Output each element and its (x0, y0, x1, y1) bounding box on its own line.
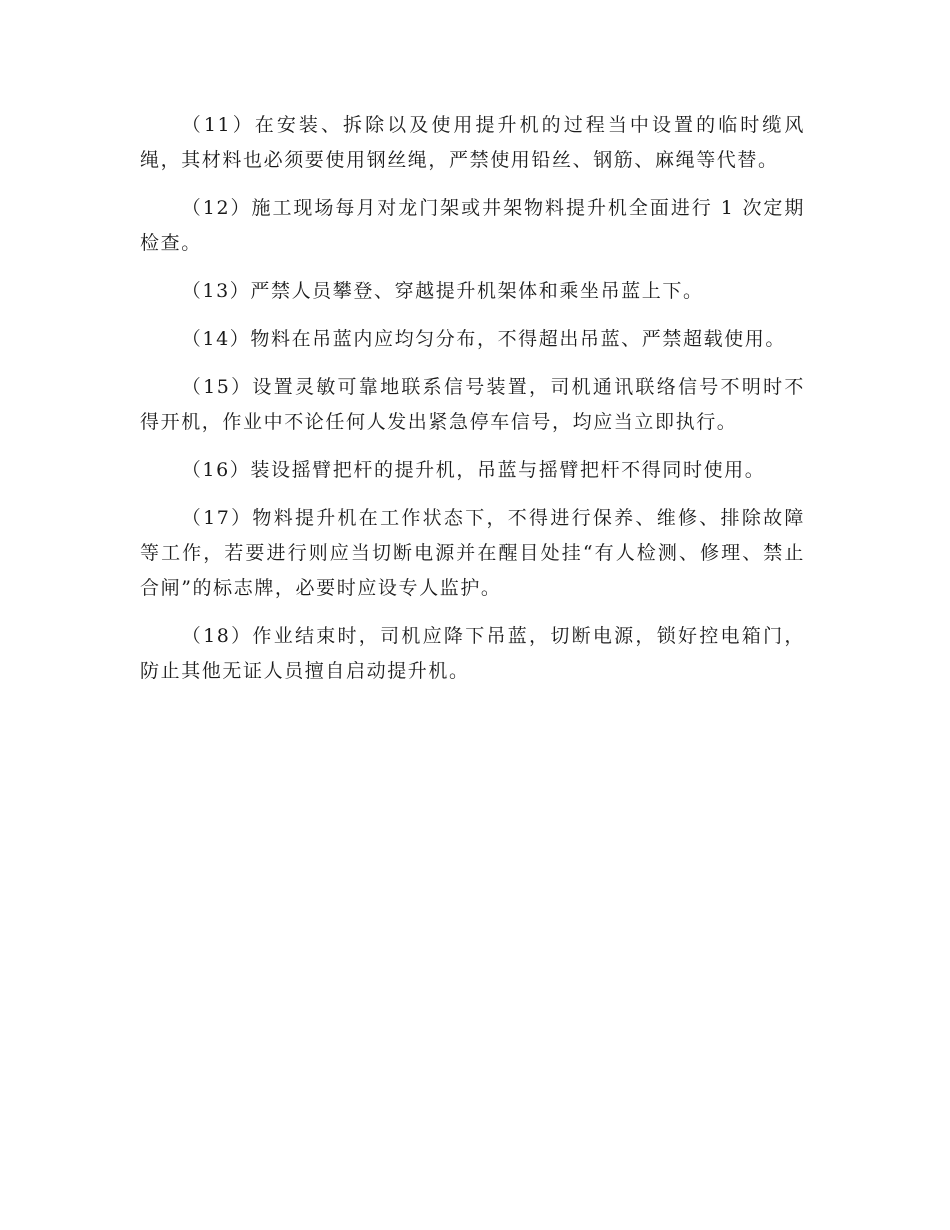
paragraph-17: （17）物料提升机在工作状态下，不得进行保养、维修、排除故障等工作，若要进行则应当切断电源并在醒目处挂“有人检测、修理、禁止合闸”的标志牌，必要时应设专人监护。 (140, 507, 805, 599)
paragraph-16: （16）装设摇臂把杆的提升机，吊蓝与摇臂把杆不得同时使用。 (181, 459, 766, 481)
paragraph-15: （15）设置灵敏可靠地联系信号装置，司机通讯联络信号不明时不得开机，作业中不论任何人发出紧急停车信号，均应当立即执行。 (140, 376, 805, 433)
paragraph-14: （14）物料在吊蓝内应均匀分布，不得超出吊蓝、严禁超载使用。 (181, 328, 786, 350)
paragraph-13: （13）严禁人员攀登、穿越提升机架体和乘坐吊蓝上下。 (181, 280, 704, 302)
paragraph-18: （18）作业结束时，司机应降下吊蓝，切断电源，锁好控电箱门，防止其他无证人员擅自启动提升机。 (140, 625, 805, 682)
paragraph-11: （11）在安装、拆除以及使用提升机的过程当中设置的临时缆风绳，其材料也必须要使用钢丝绳，严禁使用铅丝、钢筋、麻绳等代替。 (140, 114, 806, 171)
document-body (140, 108, 805, 702)
paragraph-12: （12）施工现场每月对龙门架或井架物料提升机全面进行 1 次定期检查。 (140, 197, 805, 254)
